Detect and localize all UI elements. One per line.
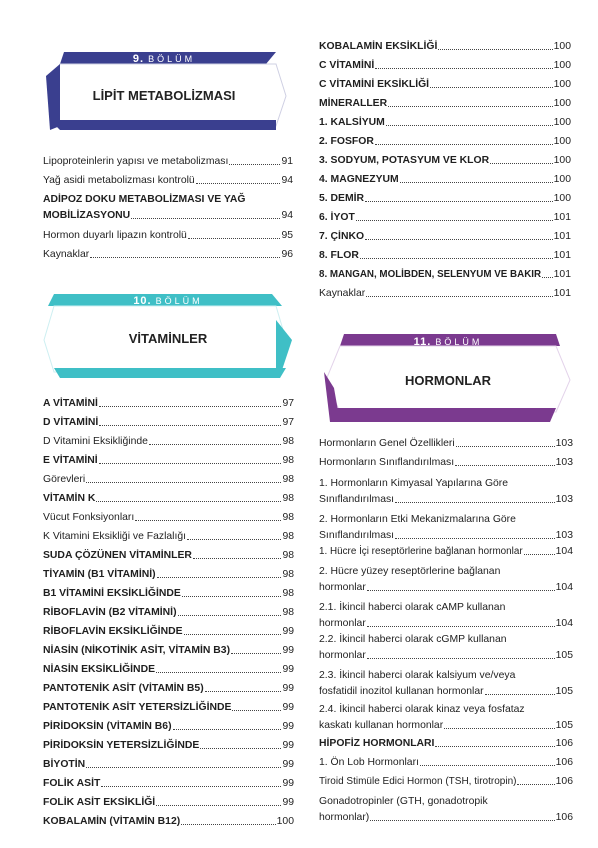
toc-entry[interactable]: HİPOFİZ HORMONLARI 106 xyxy=(319,738,573,749)
chapter-9-banner xyxy=(40,50,288,132)
toc-entry[interactable]: D VİTAMİNİ 97 xyxy=(43,417,294,428)
toc-entry[interactable]: SUDA ÇÖZÜNEN VİTAMİNLER 98 xyxy=(43,550,294,561)
chapter-10-label: 10. BÖLÜM xyxy=(133,295,203,307)
toc-entry[interactable]: KOBALAMİN EKSİKLİĞİ 100 xyxy=(319,41,571,52)
toc-entry[interactable]: MİNERALLER 100 xyxy=(319,98,571,109)
chapter-9-title: LİPİT METABOLİZMASI xyxy=(92,88,236,103)
toc-entry[interactable]: RİBOFLAVİN (B2 VİTAMİNİ) 98 xyxy=(43,607,294,618)
toc-entry[interactable]: FOLİK ASİT EKSİKLİĞİ 99 xyxy=(43,797,294,808)
toc-entry[interactable]: Gonadotropinler (GTH, gonadotropik hormonlar) 106 xyxy=(319,796,573,823)
toc-entry[interactable]: 2.1. İkincil haberci olarak cAMP kullanan hormonlar 104 xyxy=(319,602,573,629)
toc-entry[interactable]: C VİTAMİNİ EKSİKLİĞİ 100 xyxy=(319,79,571,90)
toc-entry[interactable]: TİYAMİN (B1 VİTAMİNİ) 98 xyxy=(43,569,294,580)
toc-entry[interactable]: 2. FOSFOR 100 xyxy=(319,136,571,147)
toc-entry[interactable]: Görevleri 98 xyxy=(43,474,294,485)
toc-entry[interactable]: 4. MAGNEZYUM 100 xyxy=(319,174,571,185)
toc-entry[interactable]: 2.2. İkincil haberci olarak cGMP kullanan hormonlar 105 xyxy=(319,634,573,661)
chapter-11-title: HORMONLAR xyxy=(405,373,491,388)
toc-entry[interactable]: ADİPOZ DOKU METABOLİZMASI VE YAĞ MOBİLİZASYONU 94 xyxy=(43,194,293,221)
toc-entry[interactable]: Hormon duyarlı lipazın kontrolü 95 xyxy=(43,230,293,241)
toc-entry[interactable]: 2. Hormonların Etki Mekanizmalarına Göre Sınıflandırılması 103 xyxy=(319,514,573,541)
toc-entry[interactable]: 8. MANGAN, MOLİBDEN, SELENYUM VE BAKIR 101 xyxy=(319,269,571,280)
toc-entry[interactable]: K Vitamini Eksikliği ve Fazlalığı 98 xyxy=(43,531,294,542)
chapter-9-label: 9. BÖLÜM xyxy=(132,53,196,65)
toc-entry[interactable]: PANTOTENİK ASİT YETERSİZLİĞİNDE 99 xyxy=(43,702,294,713)
toc-entry[interactable]: NİASİN (NİKOTİNİK ASİT, VİTAMİN B3) 99 xyxy=(43,645,294,656)
toc-entry[interactable]: Hormonların Sınıflandırılması 103 xyxy=(319,457,573,468)
toc-entry[interactable]: 2.4. İkincil haberci olarak kinaz veya fosfataz kaskatı kullanan hormonlar 105 xyxy=(319,704,573,731)
chapter-11-label: 11. BÖLÜM xyxy=(413,336,483,348)
toc-entry[interactable]: 1. Ön Lob Hormonları 106 xyxy=(319,757,573,768)
toc-entry[interactable]: 8. FLOR 101 xyxy=(319,250,571,261)
chapter-10-title: VİTAMİNLER xyxy=(128,331,208,346)
toc-entry[interactable]: A VİTAMİNİ 97 xyxy=(43,398,294,409)
toc-entry[interactable]: 1. Hücre İçi reseptörlerine bağlanan hormonlar 104 xyxy=(319,546,573,557)
toc-entry[interactable]: Yağ asidi metabolizması kontrolü 94 xyxy=(43,175,293,186)
toc-entry[interactable]: Kaynaklar 96 xyxy=(43,249,293,260)
toc-entry[interactable]: D Vitamini Eksikliğinde 98 xyxy=(43,436,294,447)
toc-entry[interactable]: PİRİDOKSİN (VİTAMİN B6) 99 xyxy=(43,721,294,732)
chapter-10-banner xyxy=(40,292,296,380)
toc-entry[interactable]: 2. Hücre yüzey reseptörlerine bağlanan hormonlar 104 xyxy=(319,566,573,593)
toc-entry[interactable]: Lipoproteinlerin yapısı ve metabolizması 91 xyxy=(43,156,293,167)
toc-entry[interactable]: Kaynaklar 101 xyxy=(319,288,571,299)
toc-entry[interactable]: BİYOTİN 99 xyxy=(43,759,294,770)
toc-entry[interactable]: Hormonların Genel Özellikleri 103 xyxy=(319,438,573,449)
toc-entry[interactable]: FOLİK ASİT 99 xyxy=(43,778,294,789)
toc-entry[interactable]: 2.3. İkincil haberci olarak kalsiyum ve/veya fosfatidil inozitol kullanan hormonlar 105 xyxy=(319,670,573,697)
toc-entry[interactable]: PİRİDOKSİN YETERSİZLİĞİNDE 99 xyxy=(43,740,294,751)
toc-entry[interactable]: RİBOFLAVİN EKSİKLİĞİNDE 99 xyxy=(43,626,294,637)
toc-entry[interactable]: 5. DEMİR 100 xyxy=(319,193,571,204)
toc-entry[interactable]: PANTOTENİK ASİT (VİTAMİN B5) 99 xyxy=(43,683,294,694)
toc-entry[interactable]: 6. İYOT 101 xyxy=(319,212,571,223)
toc-entry[interactable]: E VİTAMİNİ 98 xyxy=(43,455,294,466)
toc-entry[interactable]: 7. ÇİNKO 101 xyxy=(319,231,571,242)
toc-entry[interactable]: Vücut Fonksiyonları 98 xyxy=(43,512,294,523)
toc-entry[interactable]: 1. Hormonların Kimyasal Yapılarına Göre Sınıflandırılması 103 xyxy=(319,478,573,505)
toc-entry[interactable]: B1 VİTAMİNİ EKSİKLİĞİNDE 98 xyxy=(43,588,294,599)
toc-entry[interactable]: 3. SODYUM, POTASYUM VE KLOR 100 xyxy=(319,155,571,166)
chapter-11-banner xyxy=(320,332,576,424)
toc-entry[interactable]: C VİTAMİNİ 100 xyxy=(319,60,571,71)
toc-entry[interactable]: KOBALAMİN (VİTAMİN B12) 100 xyxy=(43,816,294,827)
toc-entry[interactable]: Tiroid Stimüle Edici Hormon (TSH, tirotropin) 106 xyxy=(319,776,573,787)
toc-entry[interactable]: VİTAMİN K 98 xyxy=(43,493,294,504)
toc-entry[interactable]: 1. KALSİYUM 100 xyxy=(319,117,571,128)
toc-entry[interactable]: NİASİN EKSİKLİĞİNDE 99 xyxy=(43,664,294,675)
